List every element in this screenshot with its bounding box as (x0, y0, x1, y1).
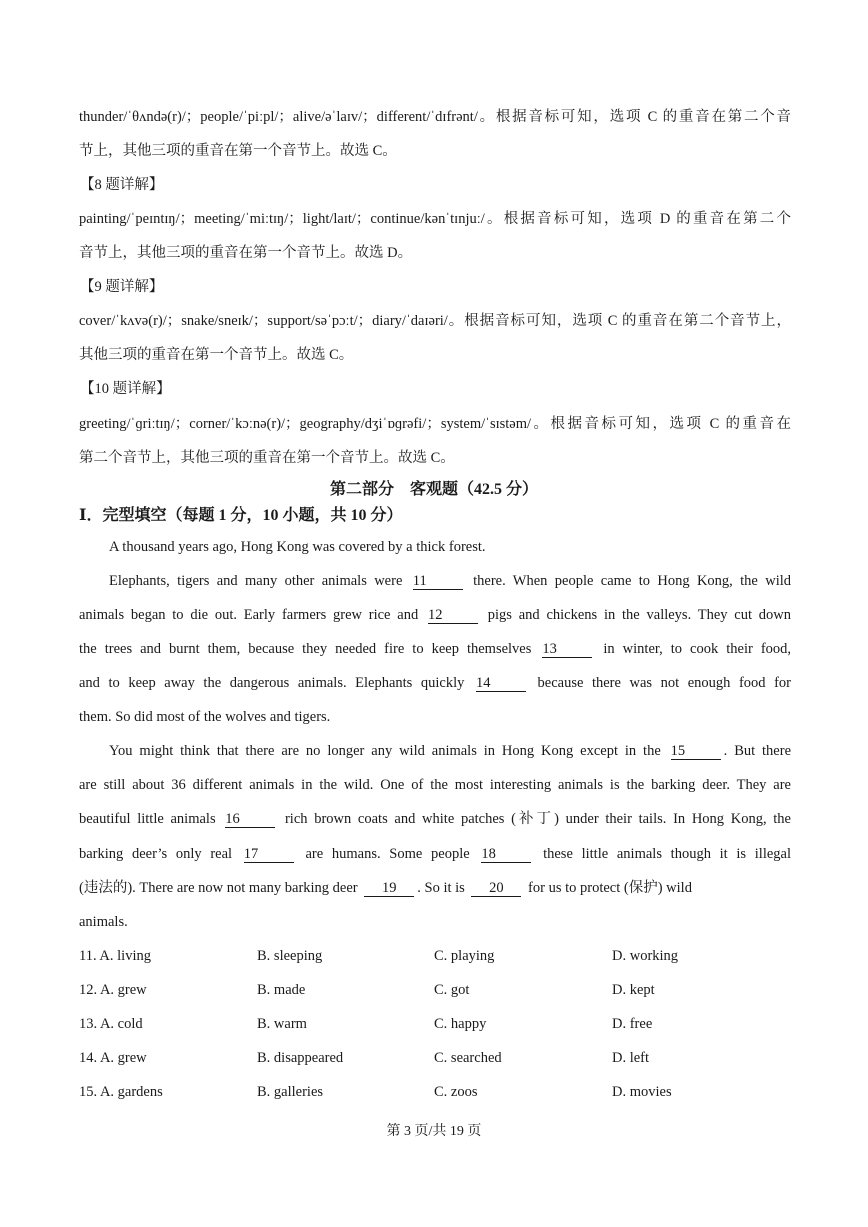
option-d: D. free (612, 1016, 653, 1032)
passage-text: Elephants, tigers and many other animals were (109, 573, 403, 589)
passage-text: in winter, to cook their food, (603, 641, 792, 657)
passage-text: beautiful little animals (79, 811, 216, 827)
question-options-15 (79, 1082, 791, 1102)
blank-12: 12 (428, 607, 478, 624)
passage-line (79, 639, 791, 659)
blank-19: 19 (364, 880, 414, 897)
passage-line (79, 605, 791, 625)
passage-line: A thousand years ago, Hong Kong was covered by a thick forest. (109, 539, 486, 555)
passage-text: because there was not enough food for (537, 675, 791, 691)
option-d: D. kept (612, 982, 655, 998)
page-footer: 第 3 页/共 19 页 (386, 1124, 482, 1139)
passage-line: animals. (79, 914, 128, 930)
option-d: D. left (612, 1050, 650, 1066)
q9-heading: 【9 题详解】 (80, 279, 164, 295)
q9-explanation-line: cover/ˈkʌvə(r)/；snake/sneɪk/；support/səˈpɔːt/；diary/ˈdaɪəri/。根据音标可知，选项 C 的重音在第二个音节上， (79, 313, 791, 329)
passage-line (79, 878, 791, 898)
q8-heading: 【8 题详解】 (80, 177, 164, 193)
option-c: C. happy (434, 1016, 487, 1032)
passage-text: and to keep away the dangerous animals. Elephants quickly (79, 675, 465, 691)
q7-explanation-line: thunder/ˈθʌndə(r)/；people/ˈpiːpl/；alive/əˈlaɪv/；different/ˈdɪfrənt/。根据音标可知，选项 C 的重音在第二个音 (79, 109, 791, 125)
option-b: B. made (257, 982, 306, 998)
q8-explanation-line: 音节上，其他三项的重音在第一个音节上。故选 D。 (79, 245, 413, 261)
passage-line (79, 844, 791, 864)
option-d: D. movies (612, 1084, 672, 1100)
q9-explanation-line: 其他三项的重音在第一个音节上。故选 C。 (79, 347, 354, 363)
passage-line (109, 741, 791, 761)
passage-text: animals began to die out. Early farmers grew rice and (79, 607, 419, 623)
passage-text: (违法的). There are now not many barking deer (79, 880, 358, 896)
option-a: 15. A. gardens (79, 1084, 163, 1100)
passage-text: You might think that there are no longer any wild animals in Hong Kong except in the (109, 743, 661, 759)
option-a: 14. A. grew (79, 1050, 147, 1066)
blank-16: 16 (225, 811, 275, 828)
question-options-12 (79, 980, 791, 1000)
option-c: C. searched (434, 1050, 502, 1066)
passage-line (109, 571, 791, 591)
passage-text: . So it is (417, 880, 465, 896)
blank-11: 11 (413, 573, 463, 590)
part-title: Ⅰ．完型填空（每题 1 分，10 小题，共 10 分） (79, 507, 403, 524)
option-b: B. disappeared (257, 1050, 344, 1066)
passage-text: are humans. Some people (305, 846, 470, 862)
passage-text: barking deer’s only real (79, 846, 233, 862)
option-b: B. sleeping (257, 948, 323, 964)
option-d: D. working (612, 948, 679, 964)
section-title: 第二部分 客观题（42.5 分） (329, 481, 538, 498)
option-a: 13. A. cold (79, 1016, 143, 1032)
option-c: C. got (434, 982, 470, 998)
blank-17: 17 (244, 846, 294, 863)
passage-line (79, 673, 791, 693)
blank-13: 13 (542, 641, 592, 658)
q10-heading: 【10 题详解】 (80, 381, 171, 397)
option-a: 11. A. living (79, 948, 151, 964)
passage-text: for us to protect (保护) wild (528, 880, 692, 896)
passage-text: these little animals though it is illegal (543, 846, 792, 862)
passage-line: are still about 36 different animals in the wild. One of the most interesting animals is the barking deer. They are (79, 777, 791, 793)
q10-explanation-line: greeting/ˈɡriːtɪŋ/；corner/ˈkɔːnə(r)/；geography/dʒiˈɒɡrəfi/；system/ˈsɪstəm/。根据音标可知，选项 C 的重音在 (79, 416, 791, 432)
option-b: B. galleries (257, 1084, 324, 1100)
passage-text: . But there (723, 743, 792, 759)
option-c: C. zoos (434, 1084, 478, 1100)
passage-text: the trees and burnt them, because they needed fire to keep themselves (79, 641, 532, 657)
option-c: C. playing (434, 948, 495, 964)
passage-text: rich brown coats and white patches (补丁) under their tails. In Hong Kong, the (284, 811, 791, 827)
blank-20: 20 (471, 880, 521, 897)
blank-18: 18 (481, 846, 531, 863)
q8-explanation-line: painting/ˈpeɪntɪŋ/；meeting/ˈmiːtɪŋ/；light/laɪt/；continue/kənˈtɪnjuː/。根据音标可知，选项 D 的重音在第二个 (79, 211, 791, 227)
option-b: B. warm (257, 1016, 307, 1032)
q7-explanation-line: 节上，其他三项的重音在第一个音节上。故选 C。 (79, 143, 397, 159)
passage-line (79, 809, 791, 829)
question-options-11 (79, 946, 791, 966)
passage-line: them. So did most of the wolves and tigers. (79, 709, 331, 725)
passage-text: pigs and chickens in the valleys. They cut down (487, 607, 792, 623)
blank-14: 14 (476, 675, 526, 692)
question-options-14 (79, 1048, 791, 1068)
passage-text: there. When people came to Hong Kong, the wild (473, 573, 792, 589)
question-options-13 (79, 1014, 791, 1034)
blank-15: 15 (671, 743, 721, 760)
option-a: 12. A. grew (79, 982, 147, 998)
q10-explanation-line: 第二个音节上，其他三项的重音在第一个音节上。故选 C。 (79, 450, 455, 466)
